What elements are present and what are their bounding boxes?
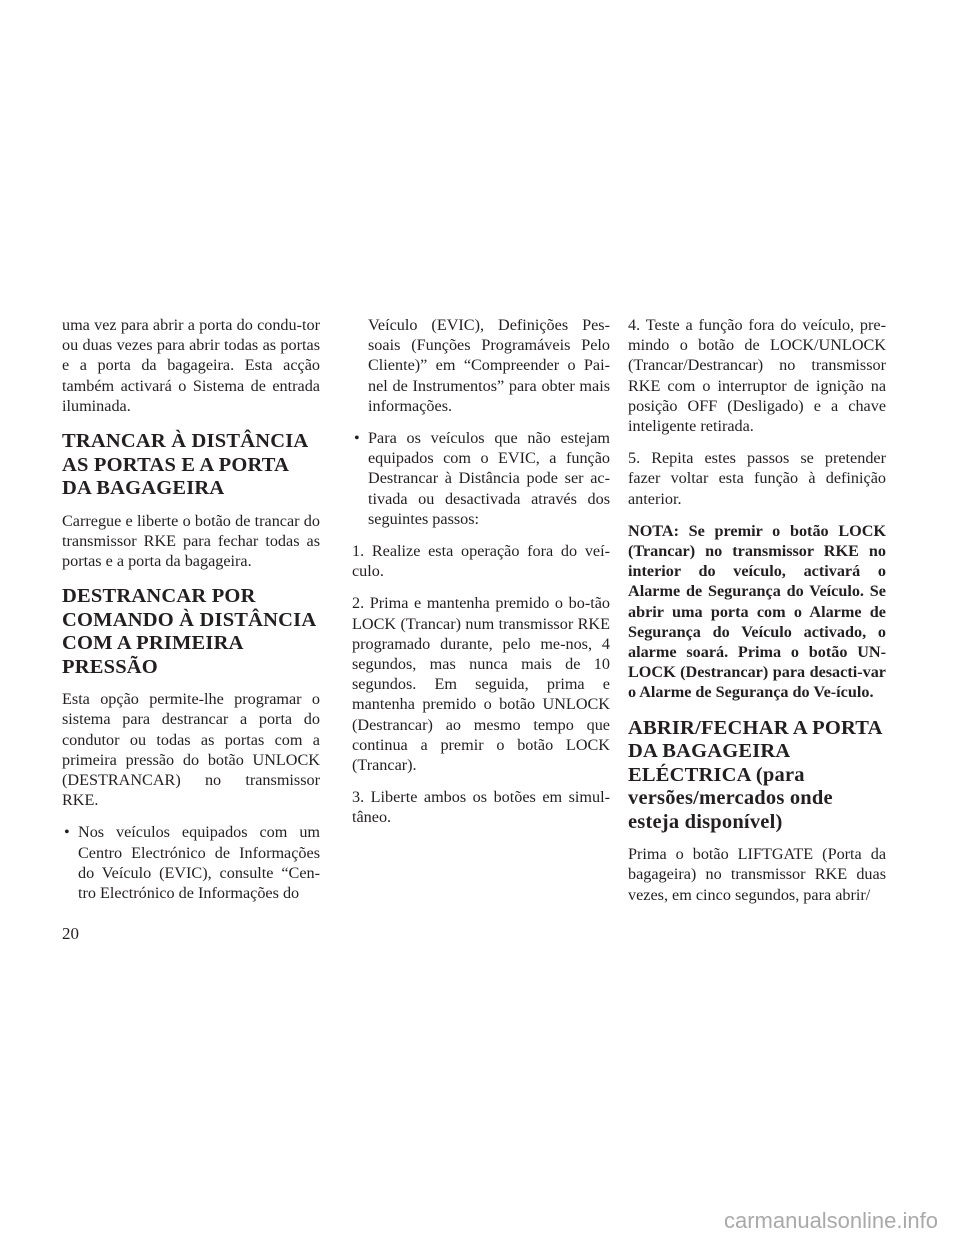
watermark: carmanualsonline.info bbox=[723, 1208, 938, 1233]
step-5: 5. Repita estes passos se pretender fazer voltar esta função à definição anterior. bbox=[628, 449, 886, 508]
note-label: NOTA: bbox=[628, 521, 679, 540]
no-evic-bullet-list bbox=[352, 428, 610, 529]
step-1: 1. Realize esta operação fora do veí-culo. bbox=[352, 542, 610, 581]
column-middle bbox=[352, 315, 610, 840]
bullet-evic-continued: Veículo (EVIC), Definições Pes-soais (Funções Programáveis Pelo Cliente)” em “Compreender o Pai-nel de Instrumentos” para obter mais informações. bbox=[368, 316, 610, 415]
intro-paragraph: uma vez para abrir a porta do condu-tor ou duas vezes para abrir todas as portas e a porta da bagageira. Esta acção também activará o Sistema de entrada iluminada. bbox=[62, 316, 320, 415]
column-right bbox=[628, 315, 886, 917]
evic-bullet-list bbox=[62, 822, 320, 903]
heading-power-liftgate: ABRIR/FECHAR A PORTA DA BAGAGEIRA ELÉCTRICA (para versões/mercados onde esteja disponível) bbox=[628, 716, 882, 833]
heading-remote-lock: TRANCAR À DISTÂNCIA AS PORTAS E A PORTA DA BAGAGEIRA bbox=[62, 430, 308, 500]
step-4: 4. Teste a função fora do veículo, pre-mindo o botão de LOCK/UNLOCK (Trancar/Destrancar) no transmissor RKE com o interruptor de ignição na posição OFF (Desligado) e a chave inteligente retirada. bbox=[628, 316, 886, 436]
note-text: Se premir o botão LOCK (Trancar) no transmissor RKE no interior do veículo, activará o Alarme de Segurança do Veículo. Se abrir uma porta com o Alarme de Segurança do Veículo activado, o alarme soará. Prima o botão UN-LOCK (Destrancar) para desacti-var o Alarme de Segurança do Ve-ículo. bbox=[628, 521, 886, 702]
remote-unlock-paragraph: Esta opção permite-lhe programar o sistema para destrancar a porta do condutor ou todas as portas com a primeira pressão do botão UNLOCK (DESTRANCAR) no transmissor RKE. bbox=[62, 690, 320, 810]
bullet-no-evic: • Para os veículos que não estejam equipados com o EVIC, a função Destrancar à Distância pode ser ac-tivada ou desactivada através dos seguintes passos: bbox=[352, 428, 610, 529]
heading-remote-unlock-first-press: DESTRANCAR POR COMANDO À DISTÂNCIA COM A PRIMEIRA PRESSÃO bbox=[62, 585, 316, 678]
step-3: 3. Liberte ambos os botões em simul-tâneo. bbox=[352, 788, 610, 827]
bullet-evic: • Nos veículos equipados com um Centro Electrónico de Informações do Veículo (EVIC), consulte “Cen-tro Electrónico de Informações do bbox=[62, 822, 320, 903]
liftgate-paragraph: Prima o botão LIFTGATE (Porta da bagageira) no transmissor RKE duas vezes, em cinco segundos, para abrir/ bbox=[628, 845, 886, 904]
remote-lock-paragraph: Carregue e liberte o botão de trancar do transmissor RKE para fechar todas as portas e a porta da bagageira. bbox=[62, 511, 320, 570]
page-number: 20 bbox=[62, 924, 79, 943]
note-paragraph bbox=[628, 521, 886, 703]
column-left bbox=[62, 315, 320, 915]
step-2: 2. Prima e mantenha premido o bo-tão LOCK (Trancar) num transmissor RKE programado durante, pelo me-nos, 4 segundos, mas nunca mais de 10 segundos. Em seguida, prima e mantenha premido o botão UNLOCK (Destrancar) ao mesmo tempo que continua a premir o botão LOCK (Trancar). bbox=[352, 594, 610, 775]
